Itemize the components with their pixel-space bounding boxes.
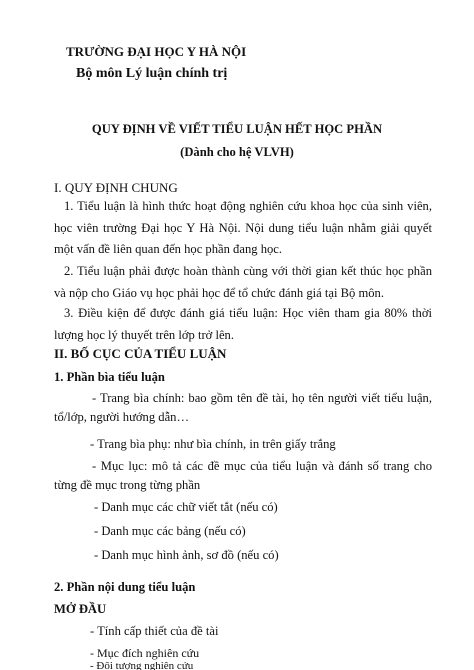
department-name: Bộ môn Lý luận chính trị [76, 66, 228, 81]
section-2-heading: II. BỐ CỤC CỦA TIỂU LUẬN [54, 346, 227, 361]
part-1-item: - Mục lục: mô tả các đề mục của tiểu luận và đánh số trang cho từng đề mục trong từng phần [54, 459, 432, 492]
opening-item: - Mục đích nghiên cứu [90, 646, 200, 660]
opening-heading: MỞ ĐẦU [54, 602, 107, 616]
part-1-item: - Danh mục các bảng (nếu có) [94, 524, 246, 538]
rule-3: 3. Điều kiện để được đánh giá tiểu luận: Học viên tham gia 80% thời lượng học lý thuyết trên lớp trở lên. [54, 306, 432, 342]
section-1-heading: I. QUY ĐỊNH CHUNG [54, 180, 178, 195]
university-name: TRƯỜNG ĐẠI HỌC Y HÀ NỘI [66, 44, 247, 59]
part-1-item: - Danh mục các chữ viết tắt (nếu có) [94, 500, 278, 514]
opening-item: - Đối tượng nghiên cứu [90, 662, 194, 670]
part-1-item: - Trang bìa chính: bao gồm tên đề tài, họ tên người viết tiểu luận, tổ/lớp, người hướng dẫn… [54, 391, 432, 424]
part-2-heading: 2. Phần nội dung tiểu luận [54, 580, 196, 594]
part-1-heading: 1. Phần bìa tiểu luận [54, 370, 165, 384]
opening-item: - Tính cấp thiết của đề tài [90, 624, 219, 638]
rule-2: 2. Tiểu luận phải được hoàn thành cùng với thời gian kết thúc học phần và nộp cho Giáo vụ học phải học để tổ chức đánh giá tại Bộ môn. [54, 264, 432, 300]
document-subtitle: (Dành cho hệ VLVH) [180, 145, 294, 159]
document-title: QUY ĐỊNH VỀ VIẾT TIỂU LUẬN HẾT HỌC PHẦN [91, 122, 383, 136]
part-1-item: - Trang bìa phụ: như bìa chính, in trên giấy trắng [90, 437, 336, 451]
part-1-item: - Danh mục hình ảnh, sơ đồ (nếu có) [94, 548, 279, 562]
rule-1: 1. Tiểu luận là hình thức hoạt động nghiên cứu khoa học của sinh viên, học viên trường Đại học Y Hà Nội. Nội dung tiểu luận nhằm giải quyết một vấn đề liên quan đến học phần đang học. [54, 199, 432, 256]
